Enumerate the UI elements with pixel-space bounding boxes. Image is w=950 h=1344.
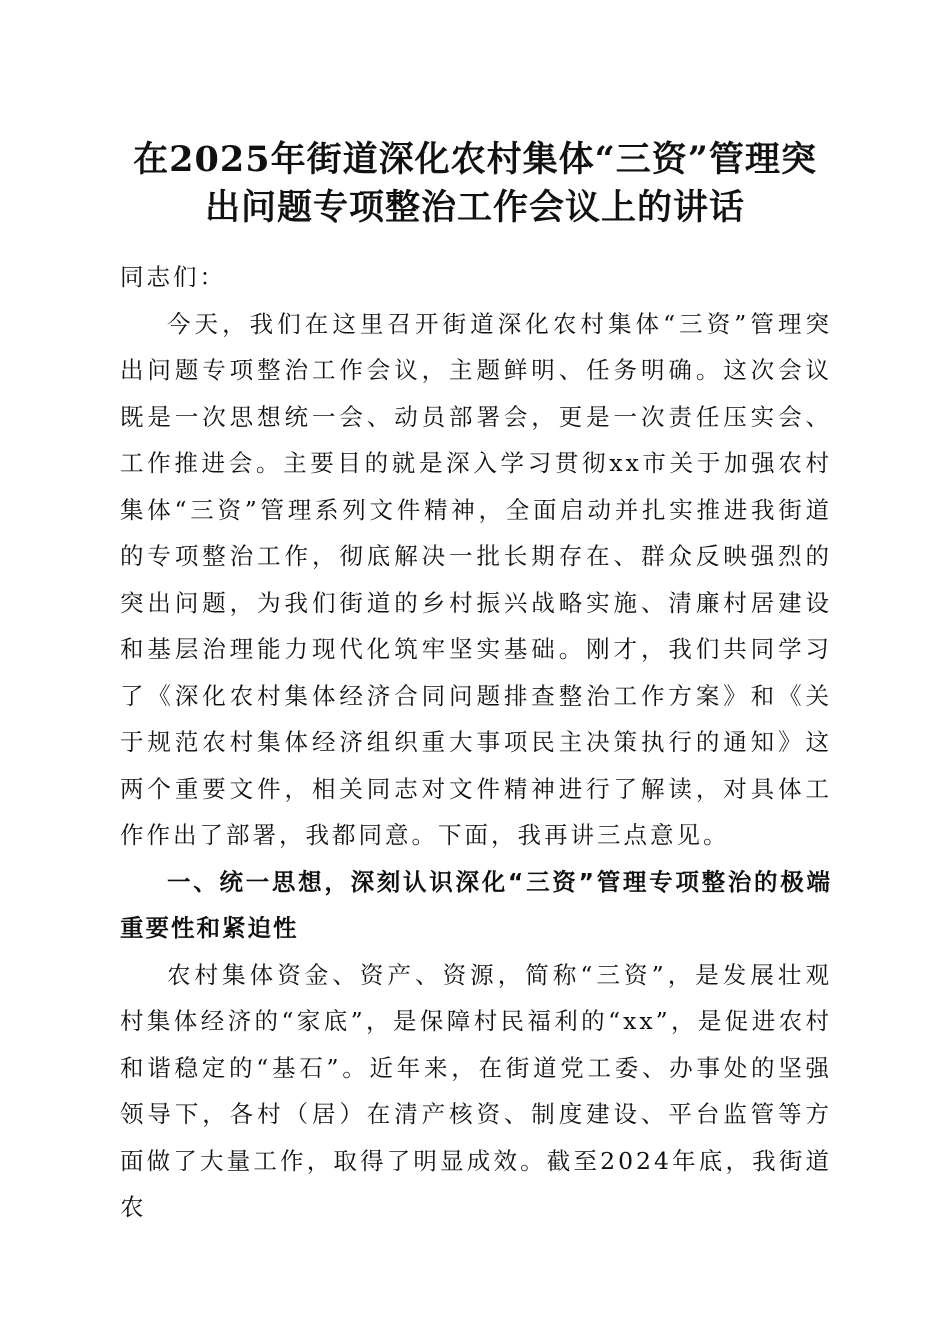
section-1-paragraph: 农村集体资金、资产、资源，简称“三资”，是发展壮观村集体经济的“家底”，是保障村民福利的“xx”，是促进农村和谐稳定的“基石”。近年来，在街道党工委、办事处的坚强领导下，各村（居）在清产核资、制度建设、平台监管等方面做了大量工作，取得了明显成效。截至2024年底，我街道农	[120, 960, 832, 1221]
document-title	[100, 136, 850, 232]
document-body	[120, 254, 832, 1231]
title-line-2: 出问题专项整治工作会议上的讲话	[204, 187, 745, 228]
title-line-1: 在2025年街道深化农村集体“三资”管理突	[133, 139, 817, 180]
salutation: 同志们：	[120, 263, 226, 291]
intro-paragraph: 今天，我们在这里召开街道深化农村集体“三资”管理突出问题专项整治工作会议，主题鲜明、任务明确。这次会议既是一次思想统一会、动员部署会，更是一次责任压实会、工作推进会。主要目的就是深入学习贯彻xx市关于加强农村集体“三资”管理系列文件精神，全面启动并扎实推进我街道的专项整治工作，彻底解决一批长期存在、群众反映强烈的突出问题，为我们街道的乡村振兴战略实施、清廉村居建设和基层治理能力现代化筑牢坚实基础。刚才，我们共同学习了《深化农村集体经济合同问题排查整治工作方案》和《关于规范农村集体经济组织重大事项民主决策执行的通知》这两个重要文件，相关同志对文件精神进行了解读，对具体工作作出了部署，我都同意。下面，我再讲三点意见。	[120, 309, 832, 849]
section-heading-1: 一、统一思想，深刻认识深化“三资”管理专项整治的极端重要性和紧迫性	[120, 867, 832, 942]
